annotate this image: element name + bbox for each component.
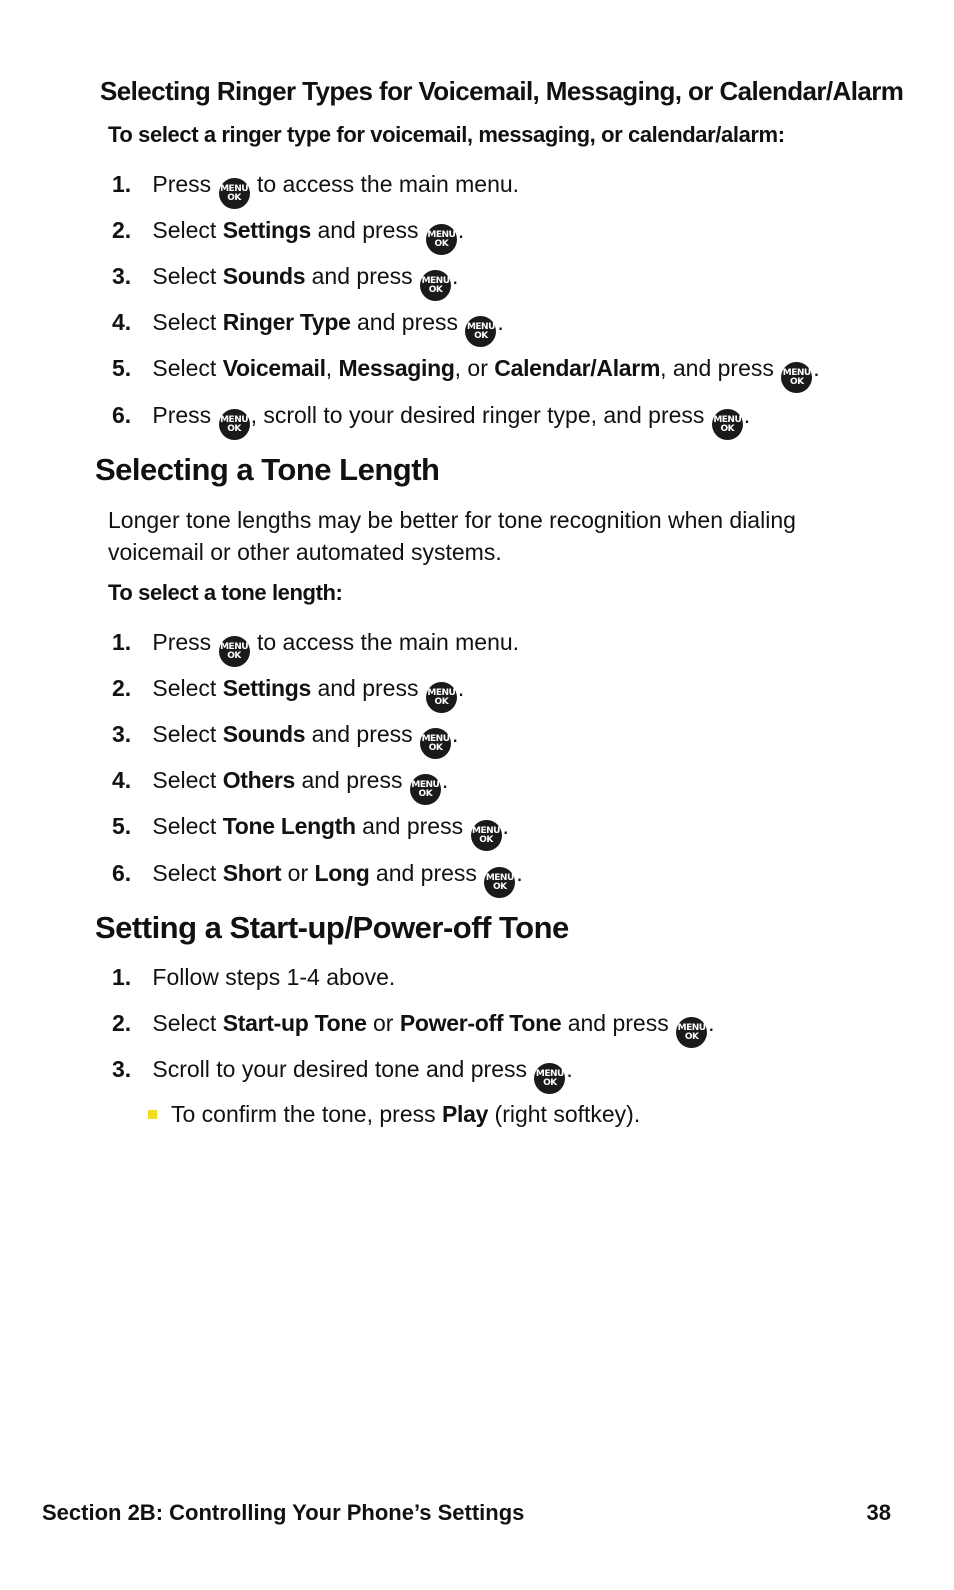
menu-option-name: Short [222, 860, 282, 886]
step-item [112, 166, 519, 202]
menu-option-name: Long [314, 860, 370, 886]
step-number: 5. [112, 355, 132, 381]
step-text: Select [152, 217, 217, 243]
menu-option-name: Power-off Tone [399, 1010, 562, 1036]
menu-ok-key-icon: MENU OK [426, 682, 457, 713]
step-number: 6. [112, 860, 132, 886]
step-text: Select [152, 813, 217, 839]
menu-ok-key-icon: MENU OK [219, 636, 250, 667]
step-text: , and press [660, 355, 774, 381]
step-text: Select [152, 355, 217, 381]
step-text: or [373, 1010, 394, 1036]
step-text: or [287, 860, 309, 886]
menu-ok-key-icon: MENU OK [471, 820, 502, 851]
menu-option-name: Tone Length [222, 813, 356, 839]
step-text: and press [362, 813, 464, 839]
step-text: to access the main menu. [256, 171, 520, 197]
menu-option-name: Others [222, 767, 296, 793]
bullet-item [148, 1096, 640, 1132]
step-text: Press [152, 171, 212, 197]
step-text: Press [152, 629, 212, 655]
page-number: 38 [866, 1500, 891, 1525]
instructions-lead-ringer: To select a ringer type for voicemail, messaging, or calendar/alarm: [108, 122, 785, 147]
menu-option-name: Calendar/Alarm [494, 355, 661, 381]
menu-option-name: Start-up Tone [222, 1010, 367, 1036]
step-text: Scroll to your desired tone and press [152, 1056, 527, 1082]
menu-option-name: Sounds [222, 263, 306, 289]
step-item [112, 959, 395, 995]
step-number: 3. [112, 263, 132, 289]
step-text: Select [152, 263, 217, 289]
menu-ok-key-icon: MENU OK [676, 1017, 707, 1048]
softkey-name: Play [442, 1101, 489, 1127]
bullet-text: (right softkey). [494, 1101, 641, 1127]
menu-ok-key-icon: MENU OK [219, 178, 250, 209]
step-text: Select [152, 675, 217, 701]
step-text: Select [152, 767, 217, 793]
step-text: Follow steps 1-4 above. [152, 964, 396, 990]
step-number: 2. [112, 217, 132, 243]
step-item: 4. Select Others and press MENU OK . [112, 762, 448, 798]
menu-ok-key-icon: MENU OK [410, 774, 441, 805]
menu-ok-key-icon: MENU OK [781, 362, 812, 393]
footer-section-title: Section 2B: Controlling Your Phone’s Settings [42, 1500, 525, 1525]
intro-paragraph: Longer tone lengths may be better for tone recognition when dialing voicemail or other automated systems. [108, 507, 796, 565]
step-number: 2. [112, 675, 132, 701]
step-item: 6. Press MENU OK , scroll to your desired ringer type, and press MENU OK . [112, 397, 750, 433]
step-item: 2. Select Start-up Tone or Power-off Tone and press MENU OK . [112, 1005, 715, 1041]
step-item: 2. Select Settings and press MENU OK . [112, 212, 464, 248]
menu-ok-key-icon: MENU OK [420, 270, 451, 301]
step-number: 1. [112, 964, 132, 990]
menu-option-name: Sounds [222, 721, 306, 747]
menu-ok-key-icon: MENU OK [712, 409, 743, 440]
menu-option-name: Messaging [338, 355, 455, 381]
step-text: and press [317, 217, 419, 243]
step-text: Press [152, 402, 212, 428]
step-item: 5. Select Voicemail, Messaging, or Calendar/Alarm, and press MENU OK . [112, 350, 820, 386]
step-item: 3. Scroll to your desired tone and press MENU OK . [112, 1051, 573, 1087]
step-number: 4. [112, 767, 132, 793]
section-heading-ringer-types: Selecting Ringer Types for Voicemail, Messaging, or Calendar/Alarm [100, 76, 904, 106]
instructions-lead-tone-length: To select a tone length: [108, 580, 343, 605]
step-text: , scroll to your desired ringer type, and press [250, 402, 705, 428]
section-heading-tone-length: Selecting a Tone Length [95, 452, 440, 487]
step-text: to access the main menu. [256, 629, 520, 655]
step-text: and press [567, 1010, 669, 1036]
step-item: 2. Select Settings and press MENU OK . [112, 670, 464, 706]
step-number: 5. [112, 813, 132, 839]
step-text: and press [317, 675, 419, 701]
step-item: 3. Select Sounds and press MENU OK . [112, 716, 458, 752]
menu-ok-key-icon: MENU OK [426, 224, 457, 255]
menu-ok-key-icon: MENU OK [484, 867, 515, 898]
menu-option-name: Settings [222, 217, 312, 243]
step-number: 4. [112, 309, 132, 335]
menu-ok-key-icon: MENU OK [420, 728, 451, 759]
step-number: 1. [112, 629, 132, 655]
step-item: 4. Select Ringer Type and press MENU OK . [112, 304, 504, 340]
menu-option-name: Voicemail [222, 355, 326, 381]
step-item: 5. Select Tone Length and press MENU OK . [112, 808, 509, 844]
step-text: and press [301, 767, 403, 793]
section-heading-startup-tone: Setting a Start-up/Power-off Tone [95, 910, 569, 945]
step-number: 6. [112, 402, 132, 428]
step-text: Select [152, 309, 217, 335]
step-text: Select [152, 1010, 217, 1036]
bullet-square-icon [148, 1110, 157, 1119]
menu-ok-key-icon: MENU OK [219, 409, 250, 440]
menu-option-name: Ringer Type [222, 309, 351, 335]
step-item: 3. Select Sounds and press MENU OK . [112, 258, 458, 294]
step-item [112, 624, 519, 660]
step-text: Select [152, 721, 217, 747]
step-number: 3. [112, 721, 132, 747]
menu-option-name: Settings [222, 675, 312, 701]
menu-ok-key-icon: MENU OK [534, 1063, 565, 1094]
step-number: 3. [112, 1056, 132, 1082]
step-text: and press [375, 860, 477, 886]
step-item: 6. Select Short or Long and press MENU OK . [112, 855, 523, 891]
bullet-text: To confirm the tone, press [171, 1101, 436, 1127]
menu-ok-key-icon: MENU OK [465, 316, 496, 347]
step-text: and press [311, 263, 413, 289]
step-text: Select [152, 860, 217, 886]
step-number: 1. [112, 171, 132, 197]
step-text: and press [311, 721, 413, 747]
step-text: and press [357, 309, 459, 335]
step-number: 2. [112, 1010, 132, 1036]
